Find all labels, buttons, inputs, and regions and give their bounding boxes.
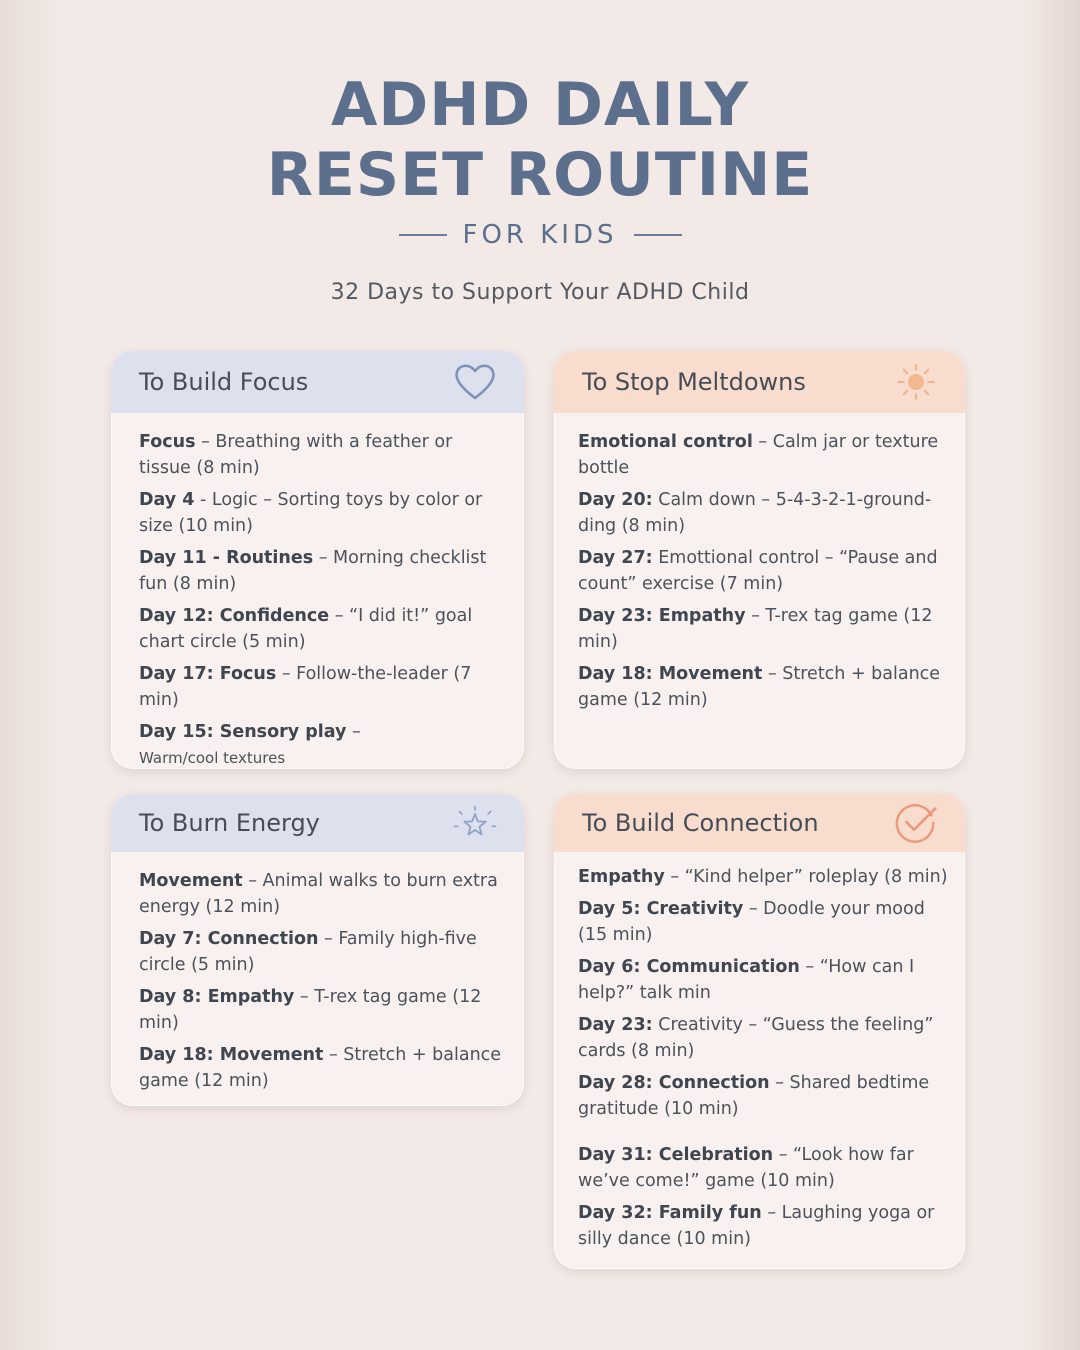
subtitle-row — [0, 220, 1080, 250]
card-title: To Build Focus — [139, 368, 309, 396]
list-item: Day 23: Creativity – “Guess the feeling” cards (8 min) — [578, 1015, 934, 1061]
list-item: Day 23: Empathy – T-rex tag game (12 min) — [578, 606, 933, 652]
list-item: Day 6: Communication – “How can I help?” talk min — [578, 957, 915, 1003]
list-item: Day 31: Celebration – “Look how far we’ve come!” game (10 min) — [578, 1145, 914, 1191]
card-header — [111, 794, 524, 852]
title-line-2: RESET ROUTINE — [266, 140, 814, 210]
sun-icon — [893, 359, 939, 405]
list-item: Day 20: Calm down – 5-4-3-2-1-ground-ding (8 min) — [578, 490, 932, 536]
tagline: 32 Days to Support Your ADHD Child — [330, 280, 750, 305]
subtitle: FOR KIDS — [462, 220, 618, 250]
list-item: Day 8: Empathy – T-rex tag game (12 min) — [139, 987, 482, 1033]
list-item: Day 18: Movement – Stretch + balance game (12 min) — [139, 1045, 502, 1091]
card-body — [554, 413, 965, 713]
list-item: Day 11 - Routines – Morning checklist fun (8 min) — [139, 548, 487, 594]
list-item: Day 5: Creativity – Doodle your mood (15 min) — [578, 899, 925, 945]
check-circle-icon — [893, 800, 939, 846]
card-stop-meltdowns — [554, 351, 965, 769]
card-title: To Burn Energy — [139, 809, 320, 837]
list-item: Day 32: Family fun – Laughing yoga or silly dance (10 min) — [578, 1203, 935, 1249]
list-item: Day 28: Connection – Shared bedtime gratitude (10 min) — [578, 1073, 930, 1119]
card-header — [554, 351, 965, 413]
list-item: Day 17: Focus – Follow-the-leader (7 min) — [139, 664, 472, 710]
card-body — [111, 413, 524, 769]
card-body — [111, 852, 524, 1094]
card-header — [111, 351, 524, 413]
card-title: To Build Connection — [582, 809, 819, 837]
title-line-1: ADHD DAILY — [330, 70, 750, 140]
card-build-connection — [554, 794, 965, 1269]
list-item: Day 18: Movement – Stretch + balance game (12 min) — [578, 664, 941, 710]
card-build-focus — [111, 351, 524, 769]
list-item: Emotional control – Calm jar or texture bottle — [578, 432, 939, 478]
subtitle-rule-left — [399, 234, 447, 236]
list-item: Day 4 - Logic – Sorting toys by color or size (10 min) — [139, 490, 483, 536]
list-item: Empathy – “Kind helper” roleplay (8 min) — [578, 867, 948, 887]
page-header — [0, 70, 1080, 305]
list-item: Day 7: Connection – Family high-five circle (5 min) — [139, 929, 477, 975]
list-item: Movement – Animal walks to burn extra energy (12 min) — [139, 871, 498, 917]
card-title: To Stop Meltdowns — [582, 368, 806, 396]
list-item: Day 15: Sensory play – Warm/cool textures — [139, 722, 361, 767]
subtitle-rule-right — [634, 234, 682, 236]
heart-icon — [452, 359, 498, 405]
card-header — [554, 794, 965, 852]
card-burn-energy — [111, 794, 524, 1106]
list-item: Day 27: Emottional control – “Pause and count” exercise (7 min) — [578, 548, 938, 594]
star-icon — [452, 800, 498, 846]
card-body — [554, 852, 965, 1252]
list-item: Day 12: Confidence – “I did it!” goal chart circle (5 min) — [139, 606, 473, 652]
list-item: Focus – Breathing with a feather or tissue (8 min) — [139, 432, 453, 478]
